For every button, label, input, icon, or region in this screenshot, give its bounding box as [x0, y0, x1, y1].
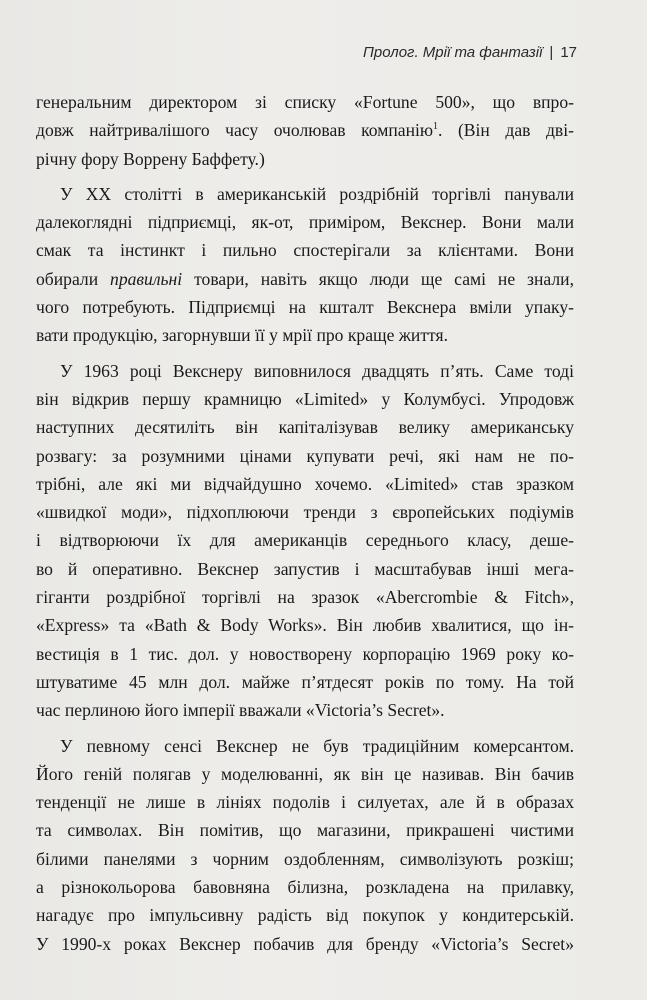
- text-line: «Express» та «Bath & Body Works». Він любив хвалитися, що ін-: [36, 615, 574, 636]
- text-line: і відтворюючи їх для американців середнього класу, деше-: [36, 530, 574, 551]
- text-line: Його геній полягав у моделюванні, як він це називав. Він бачив: [36, 763, 574, 784]
- paragraph: [36, 732, 574, 958]
- text-line: вестиція в 1 тис. дол. у новостворену корпорацію 1969 року ко-: [36, 643, 574, 664]
- text-line: штуватиме 45 млн дол. майже п’ятдесят років по тому. На той: [36, 671, 574, 692]
- body-text: [36, 88, 574, 958]
- chapter-title: Пролог. Мрії та фантазії: [363, 44, 543, 61]
- text-line: він відкрив першу крамницю «Limited» у Колумбусі. Упродовж: [36, 388, 574, 409]
- text-line: наступних десятиліть він капіталізував велику американську: [36, 417, 574, 438]
- paragraph: [36, 88, 574, 173]
- text-line: генеральним директором зі списку «Fortune 500», що впро-: [36, 92, 574, 112]
- text-line: чого потребують. Підприємці на кшталт Векснера вміли упаку-: [36, 297, 574, 318]
- text-line: во й оперативно. Векснер запустив і масштабував інші мега-: [36, 558, 574, 579]
- text-line: а різнокольорова бавовняна білизна, розкладена на прилавку,: [36, 877, 574, 898]
- text-line: довж найтривалішого часу очолював компанію$^1$. (Він дав дві-: [36, 120, 574, 141]
- text-line: далекоглядні підприємці, як-от, приміром, Векснер. Вони мали: [36, 212, 574, 233]
- text-line: нагадує про імпульсивну радість від покупок у кондитерській.: [36, 905, 574, 926]
- text-line: тенденції не лише в лініях подолів і силуетах, але й в образах: [36, 792, 574, 813]
- text-line: час перлиною його імперії вважали «Victoria’s Secret».: [36, 700, 445, 721]
- text-line: обирали правильні товари, навіть якщо люди ще самі не знали,: [36, 268, 574, 289]
- text-line: У 1990-х роках Векснер побачив для бренду «Victoria’s Secret»: [36, 933, 574, 954]
- text-line: У 1963 році Векснеру виповнилося двадцять п’ять. Саме тоді: [60, 360, 574, 381]
- footnote-marker[interactable]: 1: [433, 121, 439, 133]
- text-line: та символах. Він помітив, що магазини, прикрашені чистими: [36, 820, 574, 841]
- paragraph: [36, 357, 574, 725]
- text-line: У певному сенсі Векснер не був традиційним комерсантом.: [60, 735, 574, 756]
- paragraph: [36, 180, 574, 350]
- text-line: смак та інстинкт і пильно спостерігали за клієнтами. Вони: [36, 240, 574, 261]
- text-line: У XX столітті в американській роздрібній торгівлі панували: [60, 183, 574, 204]
- text-line: білими панелями з чорним оздобленням, символізують розкіш;: [36, 848, 574, 869]
- page-number: 17: [560, 44, 577, 61]
- text-line: трібні, але які ми відчайдушно хочемо. «Limited» став зразком: [36, 473, 574, 494]
- text-line: річну фору Воррену Баффету.): [36, 148, 265, 169]
- running-head: [363, 44, 577, 61]
- text-line: «швидкої моди», підхоплюючи тренди з європейських подіумів: [36, 502, 574, 523]
- text-line: розвагу: за розумними цінами купувати речі, які нам не по-: [36, 445, 574, 466]
- text-line: гіганти роздрібної торгівлі на зразок «Abercrombie & Fitch»,: [36, 587, 574, 608]
- text-line: вати продукцію, загорнувши її у мрії про краще життя.: [36, 325, 448, 346]
- emphasis-word: правильні: [110, 268, 183, 289]
- header-separator: |: [549, 44, 554, 61]
